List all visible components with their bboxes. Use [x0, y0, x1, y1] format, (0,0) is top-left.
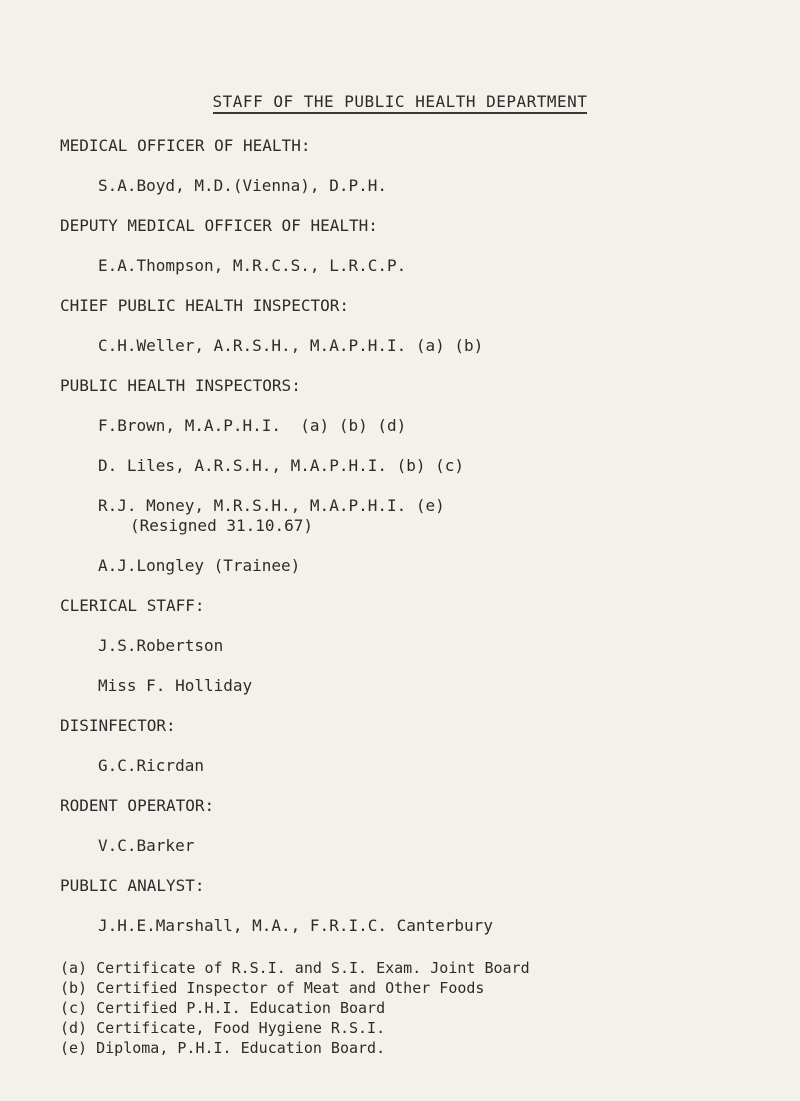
inspectors-heading: PUBLIC HEALTH INSPECTORS: [60, 376, 301, 395]
inspector-item: A.J.Longley (Trainee) [98, 556, 301, 575]
disinfector-heading: DISINFECTOR: [60, 716, 176, 735]
footnote-d: (d) Certificate, Food Hygiene R.S.I. [60, 1019, 386, 1037]
deputy-name: E.A.Thompson, M.R.C.S., L.R.C.P. [98, 256, 407, 275]
clerical-item: J.S.Robertson [98, 636, 224, 655]
footnote-a: (a) Certificate of R.S.I. and S.I. Exam. Joint Board [60, 959, 530, 977]
rodent-heading: RODENT OPERATOR: [60, 796, 215, 815]
page-title-text: STAFF OF THE PUBLIC HEALTH DEPARTMENT [213, 92, 588, 114]
clerical-heading: CLERICAL STAFF: [60, 596, 205, 615]
deputy-heading: DEPUTY MEDICAL OFFICER OF HEALTH: [60, 216, 378, 235]
footnote-b: (b) Certified Inspector of Meat and Other Foods [60, 979, 485, 997]
moh-name: S.A.Boyd, M.D.(Vienna), D.P.H. [98, 176, 387, 195]
inspector-resigned-note: (Resigned 31.10.67) [130, 516, 314, 535]
footnote-c: (c) Certified P.H.I. Education Board [60, 999, 386, 1017]
chief-inspector-name: C.H.Weller, A.R.S.H., M.A.P.H.I. (a) (b) [98, 336, 484, 355]
analyst-name: J.H.E.Marshall, M.A., F.R.I.C. Canterbury [98, 916, 493, 935]
clerical-item: Miss F. Holliday [98, 676, 253, 695]
inspector-item: F.Brown, M.A.P.H.I. (a) (b) (d) [98, 416, 407, 435]
analyst-heading: PUBLIC ANALYST: [60, 876, 205, 895]
page-title [0, 92, 800, 114]
rodent-name: V.C.Barker [98, 836, 195, 855]
disinfector-name: G.C.Ricrdan [98, 756, 204, 775]
inspector-item: R.J. Money, M.R.S.H., M.A.P.H.I. (e) [98, 496, 445, 515]
moh-heading: MEDICAL OFFICER OF HEALTH: [60, 136, 311, 155]
inspector-item: D. Liles, A.R.S.H., M.A.P.H.I. (b) (c) [98, 456, 465, 475]
footnote-e: (e) Diploma, P.H.I. Education Board. [60, 1039, 386, 1057]
chief-inspector-heading: CHIEF PUBLIC HEALTH INSPECTOR: [60, 296, 349, 315]
